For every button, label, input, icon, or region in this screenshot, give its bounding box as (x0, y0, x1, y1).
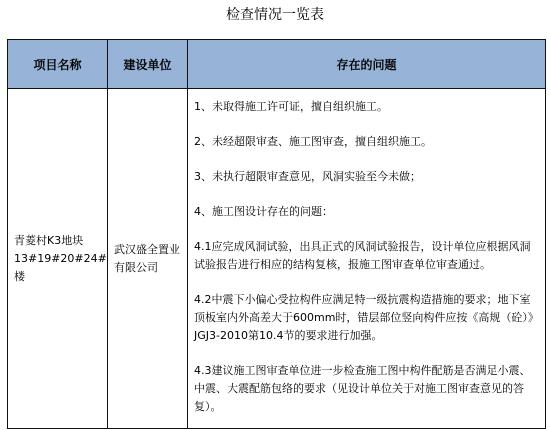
construction-unit-cell (108, 89, 188, 429)
inspection-table (7, 39, 546, 429)
header-issues: 存在的问题 (188, 40, 546, 89)
issue-item: 4、施工图设计存在的问题： (194, 205, 333, 218)
issues-cell (188, 89, 546, 429)
project-name-line: 13#19#20#24#楼 (14, 251, 107, 283)
page-title: 检查情况一览表 (226, 7, 324, 23)
issue-item: 3、未执行超限审查意见，风洞实验至今未做； (194, 170, 421, 183)
issue-item: 4.2中震下小偏心受拉构件应满足特一级抗震构造措施的要求；地下室顶板室内外高差大于600mm时，错层部位竖向构件应按《高规（砼）》JGJ3-2010第10.4节的要求进行加强。 (194, 293, 534, 342)
issue-item: 2、未经超限审查、施工图审查，擅自组织施工。 (194, 135, 432, 148)
table-row (8, 89, 546, 429)
table-header-row (8, 40, 546, 89)
issue-item: 4.1应完成风洞试验，出具正式的风洞试验报告，设计单位应根据风洞试验报告进行相应的结构复核，报施工图审查单位审查通过。 (194, 240, 531, 271)
project-name-line: 青菱村K3地块 (14, 233, 84, 247)
project-name-cell (8, 89, 108, 429)
header-construction-unit: 建设单位 (108, 40, 188, 89)
issue-item: 4.3建议施工图审查单位进一步检查施工图中构件配筋是否满足小震、中震、大震配筋包络的要求（见设计单位关于对施工图审查意见的答复）。 (194, 364, 531, 413)
construction-unit-line: 武汉盛全置业 (114, 242, 180, 256)
header-project-name: 项目名称 (8, 40, 108, 89)
construction-unit-line: 有限公司 (114, 260, 158, 274)
issue-item: 1、未取得施工许可证，擅自组织施工。 (194, 100, 388, 113)
